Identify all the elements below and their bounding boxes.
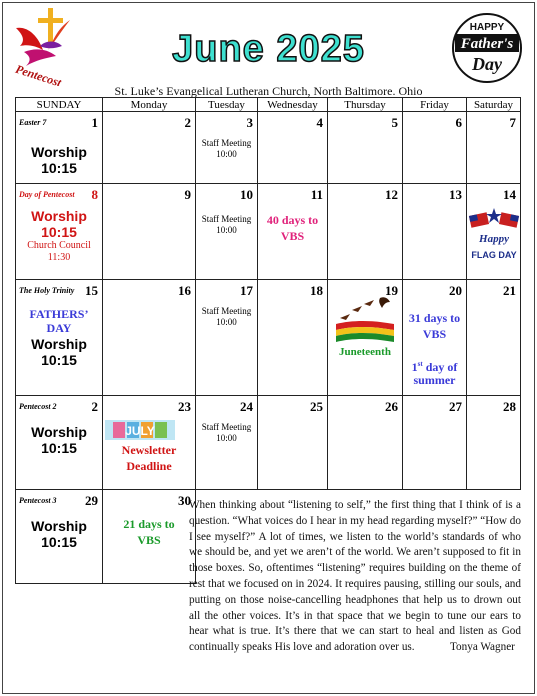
day-cell [467,112,521,184]
day-number: 10 [240,187,253,202]
first-day-summer-label-2: summer [413,373,456,387]
vbs-countdown-label: VBS [280,229,305,243]
staff-meeting-label: Staff Meeting [201,306,252,316]
day-number: 3 [246,115,253,130]
svg-text:Pentecost: Pentecost [13,61,64,86]
vbs-countdown-label: VBS [422,327,447,341]
day-cell [196,112,258,184]
day-number: 11 [310,187,323,202]
day-number: 4 [316,115,323,130]
day-number: 28 [503,399,516,414]
day-cell [403,184,467,280]
newsletter-label-2: Deadline [126,459,172,473]
page-title: June 2025 [172,28,365,70]
liturgical-note: Pentecost 3 [19,496,57,505]
worship-label: Worship [31,336,87,352]
day-cell [196,280,258,396]
staff-meeting-time: 10:00 [216,225,237,235]
day-number: 17 [240,283,253,298]
worship-label: Worship [31,144,87,160]
svg-text:FLAG DAY: FLAG DAY [471,250,517,260]
liturgical-note: The Holy Trinity [19,286,75,295]
day-cell [403,396,467,490]
vbs-countdown-label: VBS [137,533,161,547]
svg-text:Day: Day [472,54,502,74]
day-cell [103,280,196,396]
worship-time: 10:15 [41,534,77,550]
day-cell [16,396,103,490]
day-cell [467,184,521,280]
day-cell [103,490,196,584]
day-cell [103,396,196,490]
newsletter-label: Newsletter [121,443,177,457]
weekday-header: Thursday [328,98,403,112]
vbs-countdown: 40 days to [266,213,319,227]
svg-text:Father's: Father's [460,36,514,52]
worship-label: Worship [31,208,87,224]
day-number: 18 [310,283,323,298]
day-cell [467,396,521,490]
day-number: 9 [184,187,191,202]
day-number: 15 [85,283,98,298]
day-cell [196,184,258,280]
juneteenth-label: Juneteenth [339,346,391,358]
svg-text:HAPPY: HAPPY [469,22,505,33]
staff-meeting-label: Staff Meeting [201,422,252,432]
day-number: 2 [91,399,98,414]
day-number: 7 [509,115,516,130]
day-number: 12 [385,187,398,202]
day-number: 6 [455,115,462,130]
vbs-countdown: 31 days to [408,311,461,325]
day-number: 14 [503,187,516,202]
day-number: 23 [178,399,191,414]
weekday-header: Saturday [467,98,521,112]
day-cell [258,112,328,184]
day-number: 25 [310,399,323,414]
day-number: 27 [449,399,462,414]
weekday-header: Friday [403,98,467,112]
staff-meeting-time: 10:00 [216,149,237,159]
day-number: 26 [385,399,398,414]
day-cell [258,280,328,396]
first-day-summer-label: 1st day of [411,360,458,374]
church-council-time: 11:30 [47,252,71,263]
day-cell [258,396,328,490]
day-cell [258,184,328,280]
day-cell [328,396,403,490]
day-number: 29 [85,493,98,508]
day-number: 21 [503,283,516,298]
day-cell [403,280,467,396]
svg-text:Happy: Happy [479,233,509,245]
weekday-header: Tuesday [196,98,258,112]
liturgical-note: Day of Pentecost [19,190,75,199]
fathers-day-label-2: DAY [46,321,72,335]
day-number: 24 [240,399,253,414]
day-cell [328,184,403,280]
staff-meeting-time: 10:00 [216,317,237,327]
day-number: 13 [449,187,462,202]
weekday-header: Monday [103,98,196,112]
fathers-day-label: FATHERS’ [29,307,89,321]
day-number: 8 [91,187,98,202]
weekday-header: SUNDAY [16,98,103,112]
day-number: 5 [391,115,398,130]
day-cell [103,112,196,184]
essay-text [189,498,521,656]
weekday-header: Wednesday [258,98,328,112]
day-number: 1 [91,115,98,130]
worship-time: 10:15 [41,352,77,368]
day-number: 16 [178,283,191,298]
day-cell [16,490,103,584]
day-cell [328,280,403,396]
worship-time: 10:15 [41,440,77,456]
day-cell [467,280,521,396]
staff-meeting-time: 10:00 [216,433,237,443]
church-name: St. Luke’s Evangelical Lutheran Church, North Baltimore. Ohio [114,84,423,98]
day-cell [16,112,103,184]
vbs-countdown: 21 days to [123,517,175,531]
staff-meeting-label: Staff Meeting [201,214,252,224]
day-cell [16,280,103,396]
day-number: 30 [178,493,191,508]
day-cell [103,184,196,280]
july-image [105,420,175,440]
worship-label: Worship [31,518,87,534]
flag-day-image [468,206,520,268]
svg-text:JULY: JULY [125,424,155,438]
worship-time: 10:15 [41,160,77,176]
day-number: 2 [184,115,191,130]
day-cell [328,112,403,184]
day-cell [196,396,258,490]
essay-author: Tonya Wagner [449,641,515,654]
day-cell [16,184,103,280]
liturgical-note: Pentecost 2 [19,402,57,411]
staff-meeting-label: Staff Meeting [201,138,252,148]
worship-label: Worship [31,424,87,440]
day-number: 20 [449,283,462,298]
day-cell [403,112,467,184]
worship-time: 10:15 [41,224,77,240]
juneteenth-image [332,294,398,344]
day-number: 19 [385,283,398,298]
church-council-label: Church Council [27,240,91,251]
liturgical-note: Easter 7 [19,118,47,127]
essay-body: When thinking about “listening to self,” the first thing that I think of is a question. “What voices do I hear in my head regarding myself?” “How do I see myself?” A lot of times, we listen to the world’s standards of who we should be, and yet we aren’t of the world. We aren’t supposed to fit in those boxes. So, oftentimes “listening” requires building on the theme of rest that we focused on in 2024. It requires pausing, stilling our souls, and putting on those noise-cancelling headphones that help us to drown out all the other voices. It’s in that space that we begin to tune our ears to hear what is true. It’s there that we can start to heal and listen as God continually speaks His love and adoration over us. [189,499,521,654]
